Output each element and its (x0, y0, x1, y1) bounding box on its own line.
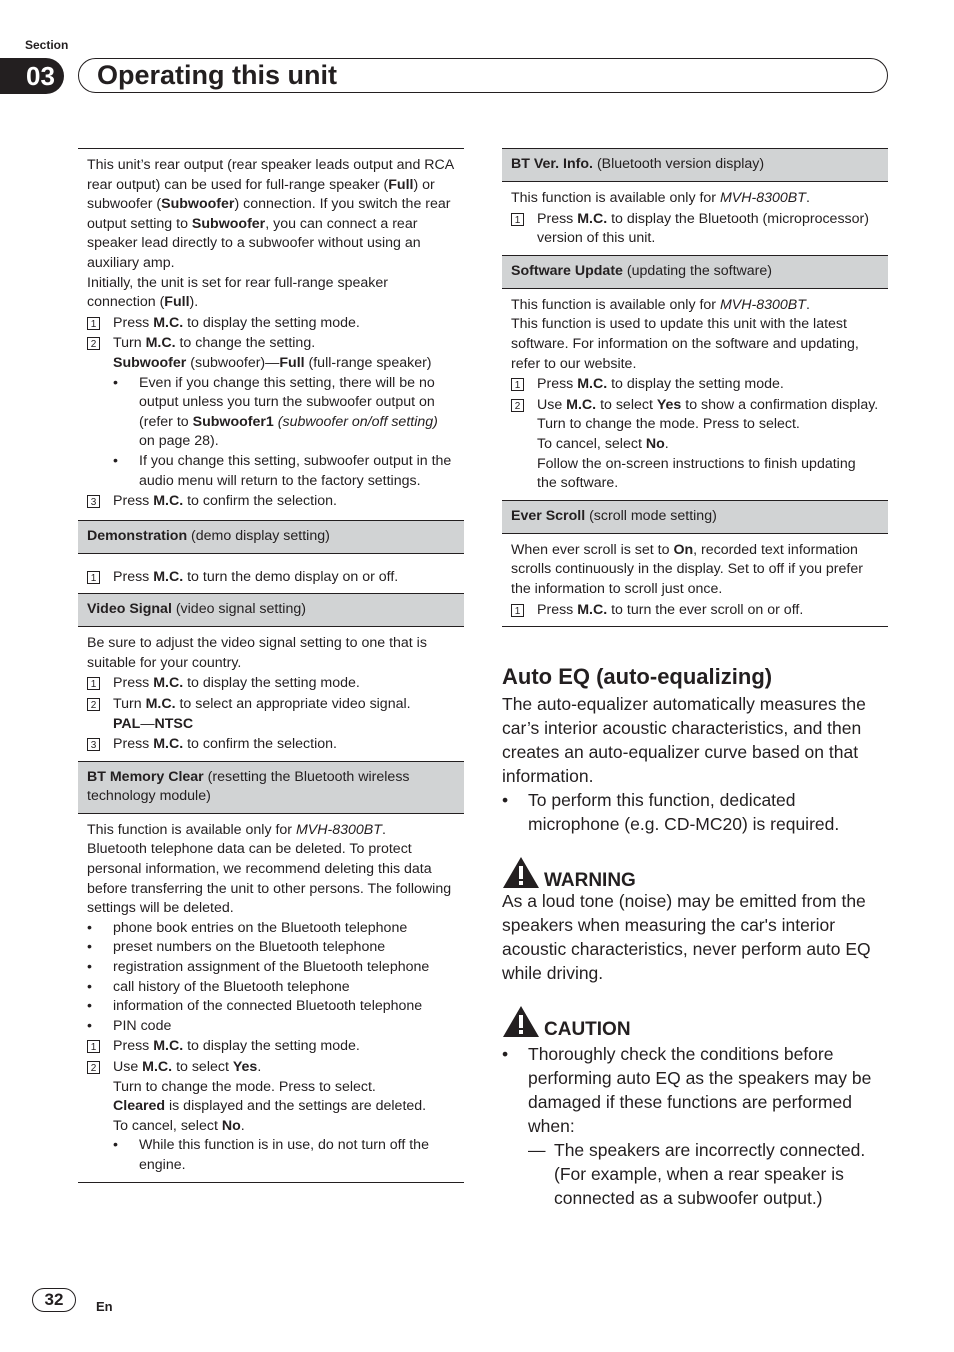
bt-memory-intro: Bluetooth telephone data can be deleted. To protect personal information, we recommend deleting this data before transferring the unit to other persons. The following settings will be deleted. (87, 841, 452, 917)
warning-icon (502, 856, 540, 889)
demonstration-header: Demonstration (demo display setting) (78, 520, 464, 554)
step-1: 1 Press M.C. to turn the demo display on or off. (87, 568, 455, 588)
step-1: 1 Press M.C. to turn the ever scroll on or off. (511, 601, 879, 621)
warning-heading (502, 856, 888, 892)
step-1: 1 Press M.C. to display the setting mode. (87, 1037, 455, 1057)
section-label: Section (25, 38, 69, 52)
step-2: 2 Turn M.C. to change the setting. (87, 334, 455, 354)
step-1: 1 Press M.C. to display the setting mode. (87, 314, 455, 334)
step-3: 3 Press M.C. to confirm the selection. (87, 735, 455, 755)
auto-eq-intro: The auto-equalizer automatically measures the car’s interior acoustic characteristics, and then creates an auto-equalizer curve based on that information. (502, 693, 866, 786)
ever-scroll-intro: When ever scroll is set to On, recorded text information scrolls continuously in the display. Set to off if you prefer the information to scroll just once. (511, 541, 863, 597)
step-detail: Cleared is displayed and the settings are deleted. (113, 1098, 427, 1115)
step-1: 1 Press M.C. to display the setting mode. (511, 375, 879, 395)
page-title: Operating this unit (97, 60, 337, 90)
step-3: 3 Press M.C. to confirm the selection. (87, 492, 455, 512)
auto-eq-heading: Auto EQ (auto-equalizing) (502, 664, 773, 690)
software-update-header: Software Update (updating the software) (502, 255, 888, 289)
page-title-box (78, 58, 888, 93)
step-2: 2 Use M.C. to select Yes to show a confirmation display. (511, 396, 879, 416)
bullet-item: • If you change this setting, subwoofer output in the audio menu will return to the factory settings. (87, 452, 455, 491)
caution-title: CAUTION (544, 1019, 631, 1041)
warning-title: WARNING (544, 870, 636, 892)
bt-ver-body (502, 182, 888, 255)
rear-output-initial: Initially, the unit is set for rear full-range speaker connection (Full). (87, 274, 388, 311)
ever-scroll-body (502, 534, 888, 627)
step-detail: Turn to change the mode. Press to select. (537, 416, 800, 433)
video-signal-options: PAL—NTSC (113, 715, 194, 732)
step-detail: Turn to change the mode. Press to select. (113, 1078, 376, 1095)
caution-icon (502, 1005, 540, 1038)
bullet-item: • To perform this function, dedicated microphone (e.g. CD-MC20) is required. (502, 788, 888, 836)
bullet-item: • Even if you change this setting, there will be no output unless you turn the subwoofer output on (refer to Subwoofer1 (subwoofer on/off setting) on page 28). (87, 374, 455, 452)
step-2: 2 Use M.C. to select Yes. (87, 1058, 455, 1078)
video-signal-intro: Be sure to adjust the video signal setting to one that is suitable for your country. (87, 635, 427, 671)
bullet-item: • call history of the Bluetooth telephone (87, 978, 455, 998)
bt-memory-body (78, 814, 464, 1183)
left-column (78, 148, 464, 1183)
auto-eq-section (502, 664, 888, 1210)
bullet-item: • While this function is in use, do not turn off the engine. (87, 1136, 455, 1175)
bullet-item: • registration assignment of the Bluetooth telephone (87, 958, 455, 978)
bullet-item: • information of the connected Bluetooth telephone (87, 997, 455, 1017)
step-detail: To cancel, select No. (537, 435, 669, 452)
ever-scroll-header: Ever Scroll (scroll mode setting) (502, 500, 888, 534)
bullet-item: • Thoroughly check the conditions before performing auto EQ as the speakers may be damaged if these functions are performed when: (502, 1042, 888, 1138)
step-2: 2 Turn M.C. to select an appropriate video signal. (87, 695, 455, 715)
software-update-body (502, 289, 888, 500)
page-number: 32 (32, 1288, 76, 1312)
bt-ver-header: BT Ver. Info. (Bluetooth version display) (502, 148, 888, 182)
software-update-intro: This function is used to update this unit with the latest software. For information on the software and updating, refer to our website. (511, 316, 859, 372)
language-label: En (96, 1299, 113, 1314)
bullet-item: • preset numbers on the Bluetooth telephone (87, 938, 455, 958)
bt-ver-availability: This function is available only for MVH-8300BT. (511, 190, 810, 206)
video-signal-body (78, 627, 464, 761)
step-detail: Follow the on-screen instructions to finish updating the software. (537, 455, 856, 492)
software-update-availability: This function is available only for MVH-8300BT. (511, 296, 810, 313)
step-detail: To cancel, select No. (113, 1117, 245, 1134)
rear-output-section (78, 148, 464, 516)
step-1: 1 Press M.C. to display the Bluetooth (microprocessor) version of this unit. (511, 210, 879, 249)
section-number-badge: 03 (0, 58, 64, 94)
caution-heading (502, 1005, 888, 1041)
rear-output-intro: This unit’s rear output (rear speaker leads output and RCA rear output) can be used for full-range speaker (Full) or subwoofer (Subwoofer) connection. If you switch the rear output setting to Subwoofer, you can connect a rear speaker lead directly to a subwoofer without using an auxiliary amp. (87, 157, 454, 271)
bullet-item: • phone book entries on the Bluetooth telephone (87, 919, 455, 939)
warning-text: As a loud tone (noise) may be emitted from the speakers when measuring the car's interior acoustic characteristics, never perform auto EQ while driving. (502, 890, 871, 983)
bt-memory-availability: This function is available only for MVH-8300BT. (87, 821, 386, 838)
right-column (502, 148, 888, 1210)
dash-item: — The speakers are incorrectly connected. (For example, when a rear speaker is connected as a subwoofer output.) (528, 1139, 866, 1208)
bullet-item: • PIN code (87, 1017, 455, 1037)
video-signal-header: Video Signal (video signal setting) (78, 593, 464, 627)
step-1: 1 Press M.C. to display the setting mode. (87, 674, 455, 694)
rear-output-options: Subwoofer (subwoofer)—Full (full-range speaker) (113, 354, 432, 371)
demonstration-body (78, 554, 464, 594)
bt-memory-header: BT Memory Clear (resetting the Bluetooth wireless technology module) (78, 761, 464, 814)
